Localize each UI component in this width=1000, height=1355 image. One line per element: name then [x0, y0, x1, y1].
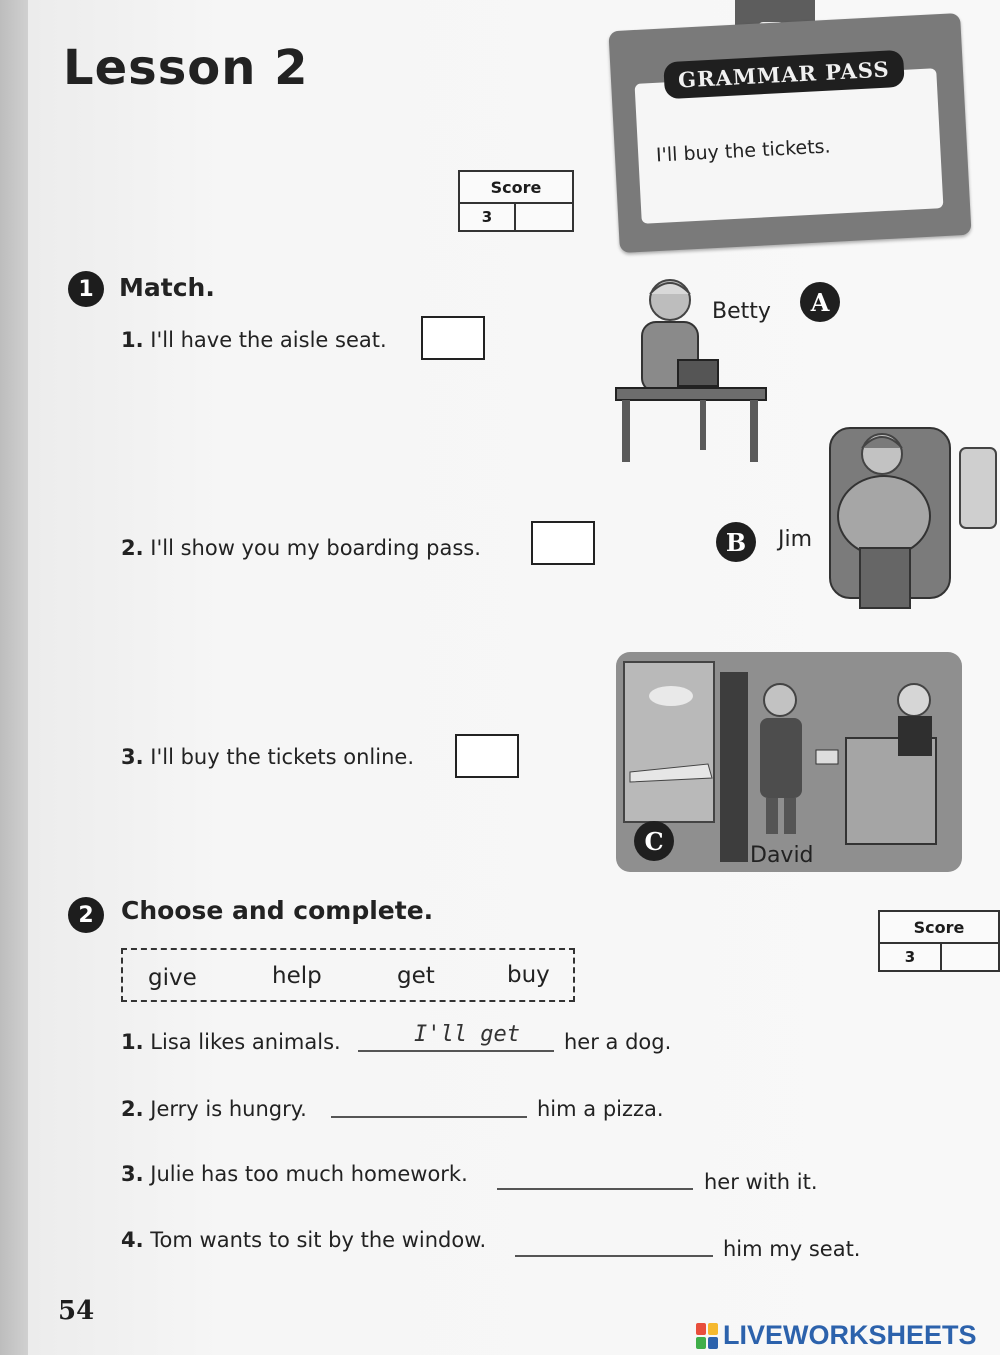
- complete-item-number: 3.: [121, 1162, 144, 1186]
- person-name-a: Betty: [712, 299, 771, 324]
- match-item-text: I'll show you my boarding pass.: [150, 536, 481, 560]
- complete-item-1: [121, 1030, 341, 1054]
- score-box-2: [878, 910, 1000, 972]
- score-heading: Score: [880, 912, 998, 944]
- word-bank-word: help: [272, 963, 322, 989]
- score-max: 3: [460, 204, 516, 230]
- match-item-number: 3.: [121, 745, 144, 769]
- complete-item-after: him my seat.: [723, 1237, 861, 1261]
- letter-badge-c: C: [634, 821, 674, 861]
- score-box-1: [458, 170, 574, 232]
- score-input[interactable]: [942, 944, 998, 970]
- match-answer-box-3[interactable]: [455, 734, 519, 778]
- score-input[interactable]: [516, 204, 572, 230]
- answer-blank-2[interactable]: [331, 1090, 527, 1118]
- answer-blank-4[interactable]: [515, 1229, 713, 1257]
- grammar-pass-label: GRAMMAR PASS: [663, 50, 904, 99]
- match-item-3: [121, 745, 414, 769]
- match-answer-box-2[interactable]: [531, 521, 595, 565]
- page-number: 54: [58, 1296, 95, 1326]
- match-item-1: [121, 328, 387, 352]
- letter-badge-b: B: [716, 522, 756, 562]
- complete-item-after: her a dog.: [564, 1030, 672, 1054]
- match-answer-box-1[interactable]: [421, 316, 485, 360]
- lesson-title: Lesson 2: [63, 40, 309, 96]
- match-item-number: 2.: [121, 536, 144, 560]
- complete-item-number: 1.: [121, 1030, 144, 1054]
- section-2-number: 2: [68, 897, 104, 933]
- letter-badge-a: A: [800, 282, 840, 322]
- score-heading: Score: [460, 172, 572, 204]
- match-item-number: 1.: [121, 328, 144, 352]
- complete-item-2: [121, 1097, 307, 1121]
- section-2-title: Choose and complete.: [121, 896, 434, 925]
- grammar-pass-example: I'll buy the tickets.: [655, 135, 832, 167]
- word-bank-word: get: [397, 963, 435, 989]
- liveworksheets-icon: [695, 1322, 719, 1350]
- complete-item-before: Tom wants to sit by the window.: [150, 1228, 487, 1252]
- complete-item-after: her with it.: [704, 1170, 818, 1194]
- complete-item-number: 2.: [121, 1097, 144, 1121]
- word-bank-word: buy: [507, 962, 550, 988]
- complete-item-4: [121, 1228, 486, 1252]
- answer-text-1: I'll get: [414, 1022, 520, 1047]
- complete-item-before: Lisa likes animals.: [150, 1030, 341, 1054]
- complete-item-number: 4.: [121, 1228, 144, 1252]
- complete-item-before: Jerry is hungry.: [150, 1097, 307, 1121]
- match-item-2: [121, 536, 481, 560]
- person-name-b: Jim: [778, 527, 813, 552]
- section-1-number: 1: [68, 271, 104, 307]
- section-1-title: Match.: [119, 273, 215, 302]
- word-bank-word: give: [148, 965, 197, 991]
- match-item-text: I'll have the aisle seat.: [150, 328, 387, 352]
- liveworksheets-wordmark: LIVEWORKSHEETS: [723, 1320, 977, 1350]
- answer-blank-3[interactable]: [497, 1162, 693, 1190]
- complete-item-before: Julie has too much homework.: [150, 1162, 468, 1186]
- jim-illustration: [820, 418, 1000, 628]
- score-max: 3: [880, 944, 942, 970]
- person-name-c: David: [750, 843, 814, 868]
- liveworksheets-logo: [695, 1320, 977, 1351]
- complete-item-after: him a pizza.: [537, 1097, 664, 1121]
- match-item-text: I'll buy the tickets online.: [150, 745, 415, 769]
- complete-item-3: [121, 1162, 468, 1186]
